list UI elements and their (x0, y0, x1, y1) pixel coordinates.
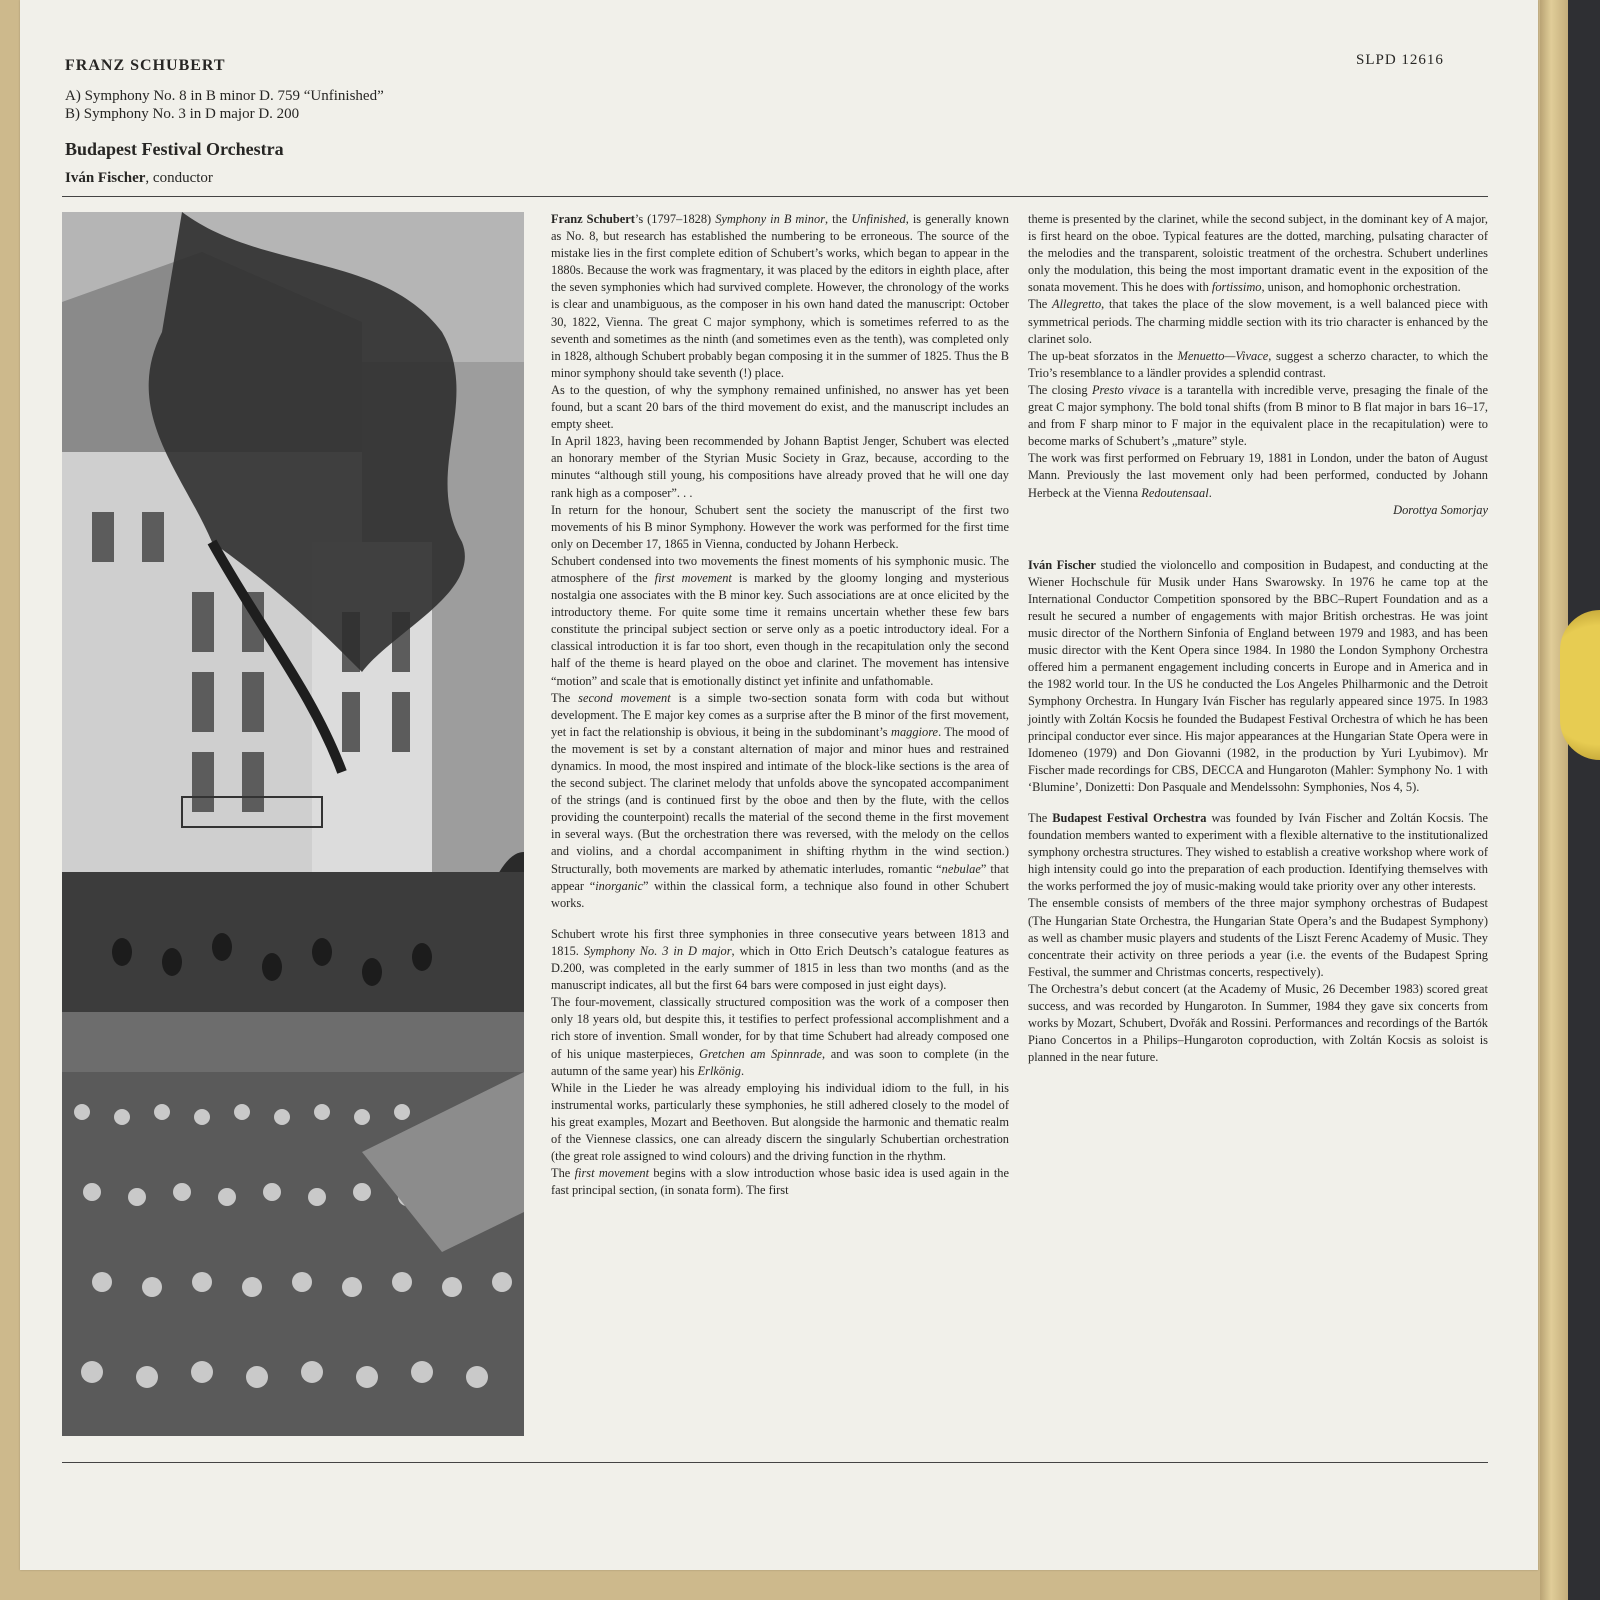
notes-paragraph: In April 1823, having been recommended by Johann Baptist Jenger, Schubert was elected an honorary member of the Styrian Music Society in Graz, because, according to the minutes “although still young, his compositions have already proved that he will one day rank high as a composer”. . . (551, 434, 1009, 500)
text-run: , which in Otto Erich Deutsch’s catalogue features as D.200, was completed in the early summer of 1815 in less than two months (and as the manuscript indicates, all but the first 64 bars were composed in just eight days). (551, 943, 1009, 993)
notes-paragraph (1028, 450, 1488, 501)
text-italic: Symphony in B minor (715, 212, 826, 226)
notes-column-right (1028, 211, 1488, 1066)
conductor-credit (65, 170, 213, 187)
work-a-title: A) Symphony No. 8 in B minor D. 759 “Unfinished” (65, 88, 384, 104)
notes-paragraph: As to the question, of why the symphony remained unfinished, no answer has yet been found, but a scant 20 bars of the third movement do exist, and the manuscript includes an empty sheet. (551, 382, 1009, 432)
text-run: . The mood of the movement is set by a constant alternation of major and minor hues and restrained dynamics. In mood, the most inspired and intimate of the block-like sections is the area of the second subject. The clarinet melody that unfolds above the syncopated accompaniment of the strings (and is continued first by the oboe and then by the flute, with the cellos providing the counterpoint) recalls the material of the second theme in the first movement in several ways. (But the orchestration there was reversed, with the melody on the cellos and violins, and a chordal accompaniment in shifting rhythm in the wind section.) Structurally, both movements are marked by athematic interludes, romantic “ (551, 724, 1009, 876)
bottom-rule (62, 1462, 1488, 1463)
text-run: The (1028, 297, 1053, 312)
orchestra-name: Budapest Festival Orchestra (65, 139, 284, 159)
text-run: was founded by Iván Fischer and Zoltán Kocsis. The foundation members wanted to experiment with a flexible alternative to the institutionalized symphony orchestra structures. They wished to establish a creative workshop where work of high intensity could go into the preparation of each production. Identifying themselves with the works performed the joy of music-making would take priority over any other interests. (1028, 811, 1488, 894)
text-run: is marked by the gloomy longing and mysterious nostalgia one associates with the B minor key. Such associations are at once elicited by the introductory theme. For quite some time it remains uncertain whether these few bars constitute the principal subject section or serve only as a poetic introductory ideal. For a classical introduction it is far too short, even though in the recapitulation only the second half of the theme is heard played on the oboe and clarinet. The movement has intensive “motion” and scale that is emotionally distinct yet infinite and unfathomable. (551, 570, 1009, 688)
notes-paragraph (1028, 348, 1488, 382)
text-run: ’s (1797–1828) (634, 212, 716, 226)
text-run: , unison, and homophonic orchestration. (1261, 280, 1461, 295)
text-italic: Menuetto—Vivace (1177, 348, 1269, 363)
concert-courtyard-photo (62, 212, 524, 1436)
text-run: The work was first performed on February 19, 1881 in London, under the baton of August Mann. Previously the last movement only had been performed, conducted by Johann Herbeck at the Vienna (1028, 451, 1488, 500)
text-run: theme is presented by the clarinet, while the second subject, in the dominant key of A major, is first heard on the oboe. Typical features are the dotted, marching, pulsating character of the melodies and the transparent, soloistic treatment of the orchestra. Schubert underlines only the modulation, this being the most important dramatic event in the exposition of the sonata movement. This he does with (1028, 212, 1488, 295)
text-run: The closing (1028, 382, 1092, 397)
text-run: . (1208, 485, 1212, 500)
top-rule (62, 196, 1488, 197)
text-run: ” within the classical form, a technique also found in other Schubert works. (551, 878, 1009, 910)
text-run: The (1028, 811, 1053, 825)
notes-paragraph (551, 211, 1009, 382)
text-italic: Erlkönig (697, 1063, 741, 1078)
notes-paragraph (551, 926, 1009, 994)
photo-illustration (62, 212, 524, 1436)
text-run: The four-movement, classically structured composition was the work of a composer then only 18 years old, but despite this, it testifies to perfect professional accomplishment and a rich store of invention. Small wonder, for by that time Schubert had already composed one of his unique masterpieces, (551, 995, 1009, 1061)
notes-paragraph: While in the Lieder he was already employing his individual idiom to the full, in his instrumental works, particularly these symphonies, he still adhered closely to the model of his great examples, Mozart and Beethoven. But alongside the harmonic and thematic realm of the Viennese classics, one can already discern the singularly Schubertian orchestration (the great role assigned to wind colours) and the driving function in the rhythm. (551, 1080, 1009, 1164)
text-italic: nebulae (941, 861, 981, 876)
conductor-role: , conductor (145, 170, 213, 186)
author-signature: Dorottya Somorjay (1393, 502, 1488, 517)
conductor-name: Iván Fischer (65, 170, 146, 186)
notes-paragraph (551, 994, 1009, 1079)
orchestra-name-bold: Budapest Festival Orchestra (1052, 811, 1207, 825)
orchestra-bio (1028, 810, 1488, 895)
text-italic: fortissimo (1211, 280, 1262, 295)
text-italic: first movement (654, 570, 732, 585)
text-run: is a tarantella with incredible verve, presaging the finale of the great C major symphony. The bold tonal shifts (from B minor to B flat major in bars 16–17, and from F sharp minor to F major in the equivalent place in the recapitulation) were to become marks of Schubert’s „mature” style. (1028, 382, 1488, 449)
text-italic: Gretchen am Spinnrade (699, 1046, 823, 1061)
composer-heading: FRANZ SCHUBERT (65, 57, 226, 74)
text-run: , is generally known as No. 8, but research has established the numbering to be erroneous. The source of the mistake lies in the first complete edition of Schubert’s works, which began to appear in the 1880s. Because the work was fragmentary, it was placed by the editors in eighth place, after the seven symphonies which had survived complete. However, the chronology of the works is clear and unambiguous, as the composer in his own hand dated the manuscript: October 30, 1822, Vienna. The great C major symphony, which is sometimes referred to as the seventh and sometimes as the ninth (and sometimes even as the tenth), was completed only in 1828, although Schubert probably began composing it in the summer of 1825. Thus the B minor symphony should take seventh (!) place. (551, 212, 1009, 380)
text-italic: first movement (574, 1166, 650, 1181)
notes-paragraph (1028, 382, 1488, 450)
notes-paragraph (1028, 296, 1488, 347)
section-gap (1028, 519, 1488, 557)
text-run: Schubert wrote his first three symphonies in three consecutive years between 1813 and 1815. (551, 926, 1009, 958)
text-run: is a simple two-section sonata form with coda but without development. The E major key comes as a surprise after the B minor of the first movement, yet in fact the relationship is obvious, it being in the subdominant’s (551, 690, 1009, 739)
text-run: studied the violoncello and composition in Budapest, and conducting at the Wiener Hochschule für Musik under Hans Swarowsky. In 1976 he came top at the International Conductor Competition sponsored by the BBC–Rupert Foundation and as a result he secured a number of engagements with major British orchestras. He was joint music director of the Northern Sinfonia of England between 1979 and 1983, and has been music director with the Kent Opera since 1984. In 1980 the London Symphony Orchestra offered him a permanent engagement including concerts in Europe and in America and in the 1982 world tour. In the US he conducted the Los Angeles Philharmonic and the Detroit Symphony Orchestra. In Hungary Iván Fischer has regularly appeared since 1975. In 1983 jointly with Zoltán Kocsis he founded the Budapest Festival Orchestra of which he has been principal conductor ever since. His major appearances at the Hungarian State Opera were in Idomeneo (1979) and Don Giovanni (1982, in the production by Yuri Lyubimov). Mr Fischer made recordings for CBS, DECCA and Hungaroton (Mahler: Symphony No. 1 with ‘Blumine’, Donizetti: Don Pasquale and Mendelssohn: Symphonies, Nos 4, 5). (1028, 557, 1488, 794)
paragraph-gap (1028, 796, 1488, 810)
text-italic: Unfinished (851, 212, 906, 226)
text-run: , suggest a scherzo character, to which the Trio’s resemblance to a ländler provides a splendid contrast. (1028, 348, 1488, 380)
text-italic: Presto vivace (1091, 382, 1160, 397)
text-run: . (740, 1063, 745, 1078)
sleeve-edge (1540, 0, 1568, 1600)
work-b-title: B) Symphony No. 3 in D major D. 200 (65, 106, 300, 122)
text-italic: Symphony No. 3 in D major (583, 943, 732, 958)
text-run: Schubert condensed into two movements the finest moments of his symphonic music. The atmosphere of the (551, 553, 1009, 585)
text-italic: Allegretto (1052, 297, 1102, 312)
text-run: begins with a slow introduction whose basic idea is used again in the fast principal section, (in sonata form). The first (551, 1166, 1009, 1198)
text-run: The (551, 1166, 575, 1181)
text-italic: second movement (578, 690, 671, 705)
notes-paragraph (551, 553, 1009, 690)
composer-name-bold: Franz Schubert (551, 212, 635, 226)
liner-notes-sheet (20, 0, 1538, 1570)
notes-column-middle (551, 211, 1009, 1199)
conductor-name-bold: Iván Fischer (1028, 557, 1096, 572)
text-run: ” that appear “ (551, 861, 1009, 893)
text-run: , the (825, 212, 852, 226)
paragraph-gap (551, 912, 1009, 926)
text-run: The (551, 690, 579, 705)
conductor-bio (1028, 557, 1488, 796)
notes-paragraph (551, 690, 1009, 912)
text-run: The up-beat sforzatos in the (1028, 348, 1178, 363)
text-italic: Redoutensaal (1141, 485, 1209, 500)
text-run: , that takes the place of the slow movement, is a well balanced piece with symmetrical periods. The charming middle section with its trio character is enhanced by the clarinet solo. (1028, 297, 1488, 346)
notes-paragraph: In return for the honour, Schubert sent the society the manuscript of the first two movements of his B minor Symphony. However the work was performed for the first time only on December 17, 1865 in Vienna, conducted by Johann Herbeck. (551, 502, 1009, 551)
notes-paragraph (1028, 211, 1488, 296)
text-run: , and was soon to complete (in the autumn of the same year) his (551, 1046, 1009, 1078)
text-italic: maggiore (891, 724, 939, 739)
catalog-number: SLPD 12616 (1356, 52, 1444, 68)
text-italic: inorganic (595, 878, 643, 893)
notes-paragraph (551, 1165, 1009, 1199)
notes-paragraph: The ensemble consists of members of the three major symphony orchestras of Budapest (The Hungarian State Orchestra, the Hungarian State Opera’s and the Budapest Symphony) as well as chamber music players and students of the Liszt Ferenc Academy of Music. They concentrate their activity on three periods a year (i.e. the events of the Budapest Spring Festival, the summer and Christmas concerts, respectively). (1028, 896, 1488, 979)
notes-paragraph: The Orchestra’s debut concert (at the Academy of Music, 26 December 1983) scored great success, and was recorded by Hungaroton. In Summer, 1984 they gave six concerts from works by Mozart, Schubert, Dvořák and Rossini. Performances and recordings of the Bartók Piano Concertos in a Philips–Hungaroton coproduction, with Zoltán Kocsis as soloist is planned in the near future. (1028, 981, 1488, 1065)
vinyl-record-edge (1560, 610, 1600, 760)
